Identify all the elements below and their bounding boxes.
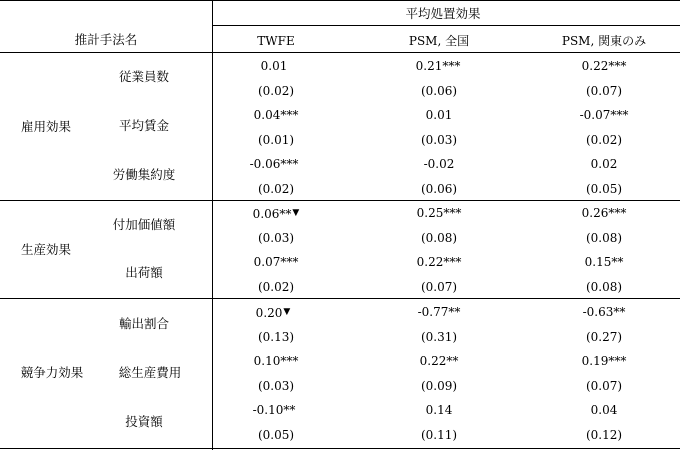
row-label: 輸出割合: [118, 316, 170, 331]
header-sub-rule: [212, 25, 680, 26]
estimate-cell: -0.63**: [582, 305, 626, 319]
estimate-value: 0.06**: [252, 207, 292, 221]
col-header-twfe: TWFE: [257, 34, 295, 48]
estimate-cell: [253, 206, 300, 221]
estimate-value: 0.20: [255, 306, 283, 320]
se-cell: (0.08): [585, 280, 623, 294]
estimate-cell: 0.04: [590, 403, 618, 417]
group-label-competitiveness: 競争力効果: [20, 365, 84, 380]
estimate-cell: -0.07***: [579, 108, 629, 122]
se-cell: (0.11): [420, 428, 458, 442]
col-header-psm-national: PSM, 全国: [408, 34, 470, 48]
se-cell: (0.03): [257, 231, 295, 245]
estimate-cell: -0.10**: [252, 403, 296, 417]
se-cell: (0.07): [585, 379, 623, 393]
se-cell: (0.02): [257, 84, 295, 98]
se-cell: (0.02): [257, 182, 295, 196]
estimate-cell: [256, 305, 291, 320]
estimate-cell: -0.02: [423, 157, 455, 171]
se-cell: (0.06): [420, 182, 458, 196]
estimate-cell: -0.77**: [417, 305, 461, 319]
estimate-cell: 0.22***: [581, 59, 627, 73]
col-header-psm-kanto: PSM, 関東のみ: [561, 34, 647, 48]
se-cell: (0.09): [420, 379, 458, 393]
triangle-down-icon: ▼: [292, 208, 300, 218]
estimate-cell: 0.01: [260, 59, 288, 73]
se-cell: (0.12): [585, 428, 623, 442]
estimate-cell: 0.14: [425, 403, 453, 417]
row-label: 平均賃金: [118, 118, 170, 133]
estimate-cell: 0.26***: [581, 206, 627, 220]
row-label: 付加価値額: [112, 217, 176, 232]
estimate-cell: 0.21***: [415, 59, 461, 73]
estimate-cell: 0.02: [590, 157, 618, 171]
estimate-cell: 0.01: [425, 108, 453, 122]
row-label: 総生産費用: [118, 365, 182, 380]
se-cell: (0.07): [420, 280, 458, 294]
bottom-rule: [0, 448, 680, 449]
estimate-cell: 0.22**: [419, 354, 459, 368]
row-label: 投資額: [125, 414, 163, 429]
se-cell: (0.03): [257, 379, 295, 393]
se-cell: (0.31): [420, 330, 458, 344]
se-cell: (0.05): [585, 182, 623, 196]
estimate-cell: -0.06***: [249, 157, 299, 171]
se-cell: (0.02): [257, 280, 295, 294]
estimate-cell: 0.04***: [253, 108, 299, 122]
triangle-down-icon: ▼: [283, 307, 291, 317]
group-label-employment: 雇用効果: [20, 119, 72, 134]
group-divider-1: [0, 200, 680, 201]
estimate-cell: 0.19***: [581, 354, 627, 368]
column-divider: [212, 0, 213, 450]
estimate-cell: 0.07***: [253, 255, 299, 269]
header-rule: [0, 52, 680, 53]
row-label: 従業員数: [118, 69, 170, 84]
estimate-cell: 0.25***: [416, 206, 462, 220]
estimate-cell: 0.10***: [253, 354, 299, 368]
ate-header: 平均処置効果: [405, 6, 481, 21]
top-rule: [0, 0, 680, 1]
estimate-cell: 0.22***: [416, 255, 462, 269]
row-label: 労働集約度: [112, 167, 176, 182]
row-label: 出荷額: [125, 265, 163, 280]
se-cell: (0.03): [420, 133, 458, 147]
se-cell: (0.01): [257, 133, 295, 147]
se-cell: (0.08): [420, 231, 458, 245]
method-header: 推計手法名: [74, 32, 138, 47]
se-cell: (0.07): [585, 84, 623, 98]
se-cell: (0.27): [585, 330, 623, 344]
group-label-production: 生産効果: [20, 242, 72, 257]
se-cell: (0.06): [420, 84, 458, 98]
se-cell: (0.13): [257, 330, 295, 344]
se-cell: (0.05): [257, 428, 295, 442]
group-divider-2: [0, 298, 680, 299]
se-cell: (0.08): [585, 231, 623, 245]
estimate-cell: 0.15**: [584, 255, 624, 269]
se-cell: (0.02): [585, 133, 623, 147]
